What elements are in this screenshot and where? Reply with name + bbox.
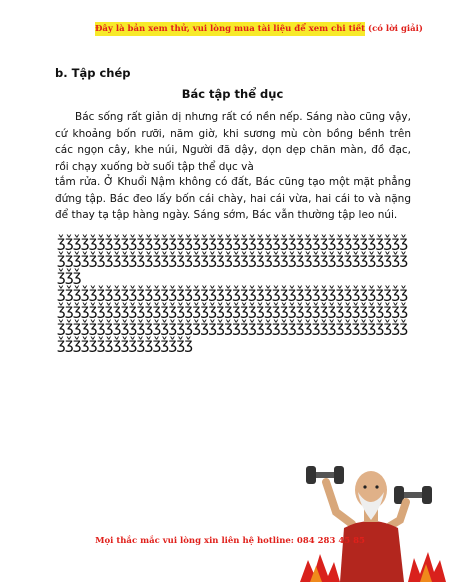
passage-title: Bác tập thể dục	[181, 87, 284, 101]
hotline-footer: Mọi thắc mắc vui lòng xin liên hệ hotline: 084 283 45 85	[95, 536, 365, 546]
handwriting-practice-area	[57, 234, 412, 353]
practice-glyph-block-1: ǯǯǯǯǯǯǯǯǯǯǯǯǯǯǯǯǯǯǯǯǯǯǯǯǯǯǯǯǯǯǯǯǯǯǯǯǯǯǯǯǯǯǯǯǯǯǯǯǯǯǯǯǯǯǯǯǯǯǯǯǯǯǯǯǯǯǯǯǯǯǯǯǯǯǯǯǯǯǯǯǯǯǯǯǯǯǯǯǯǯǯ	[57, 233, 408, 285]
passage-paragraph-1: Bác sống rất giản dị nhưng rất có nền nếp. Sáng nào cũng vậy, cứ khoảng bốn rưỡi, năm giờ, khi sương mù còn bồng bềnh trên các ngọn cây, khe núi, Người đã dậy, dọn dẹp chăn màn, đồ đạc, rồi chạy xuống bờ suối tập thể dục và	[55, 111, 411, 173]
passage-paragraph-2: tắm rửa. Ở Khuổi Nậm không có đất, Bác cũng tạo một mặt phẳng đứng tập. Bác đeo lấy bốn cái chày, hai cái vừa, hai cái to và nặng để thay tạ tập hàng ngày. Sáng sớm, Bác vẫn thường tập leo núi.	[55, 176, 411, 221]
exercising-old-man-illustration	[300, 462, 450, 582]
section-heading: b. Tập chép	[55, 66, 131, 80]
practice-glyph-block-2: ǯǯǯǯǯǯǯǯǯǯǯǯǯǯǯǯǯǯǯǯǯǯǯǯǯǯǯǯǯǯǯǯǯǯǯǯǯǯǯǯǯǯǯǯǯǯǯǯǯǯǯǯǯǯǯǯǯǯǯǯǯǯǯǯǯǯǯǯǯǯǯǯǯǯǯǯǯǯǯǯǯǯǯǯǯǯǯǯǯǯǯǯǯǯǯǯǯǯǯǯǯǯǯǯǯǯǯǯǯǯǯǯǯǯǯǯǯǯǯǯǯǯǯǯǯǯǯǯǯǯǯǯǯǯǯǯǯǯǯǯǯǯǯǯǯǯǯǯǯ	[57, 284, 408, 353]
preview-notice-banner: Đây là bản xem thử, vui lòng mua tài liệu để xem chi tiết (có lời giải)	[95, 24, 423, 34]
right-dumbbell	[394, 486, 432, 504]
